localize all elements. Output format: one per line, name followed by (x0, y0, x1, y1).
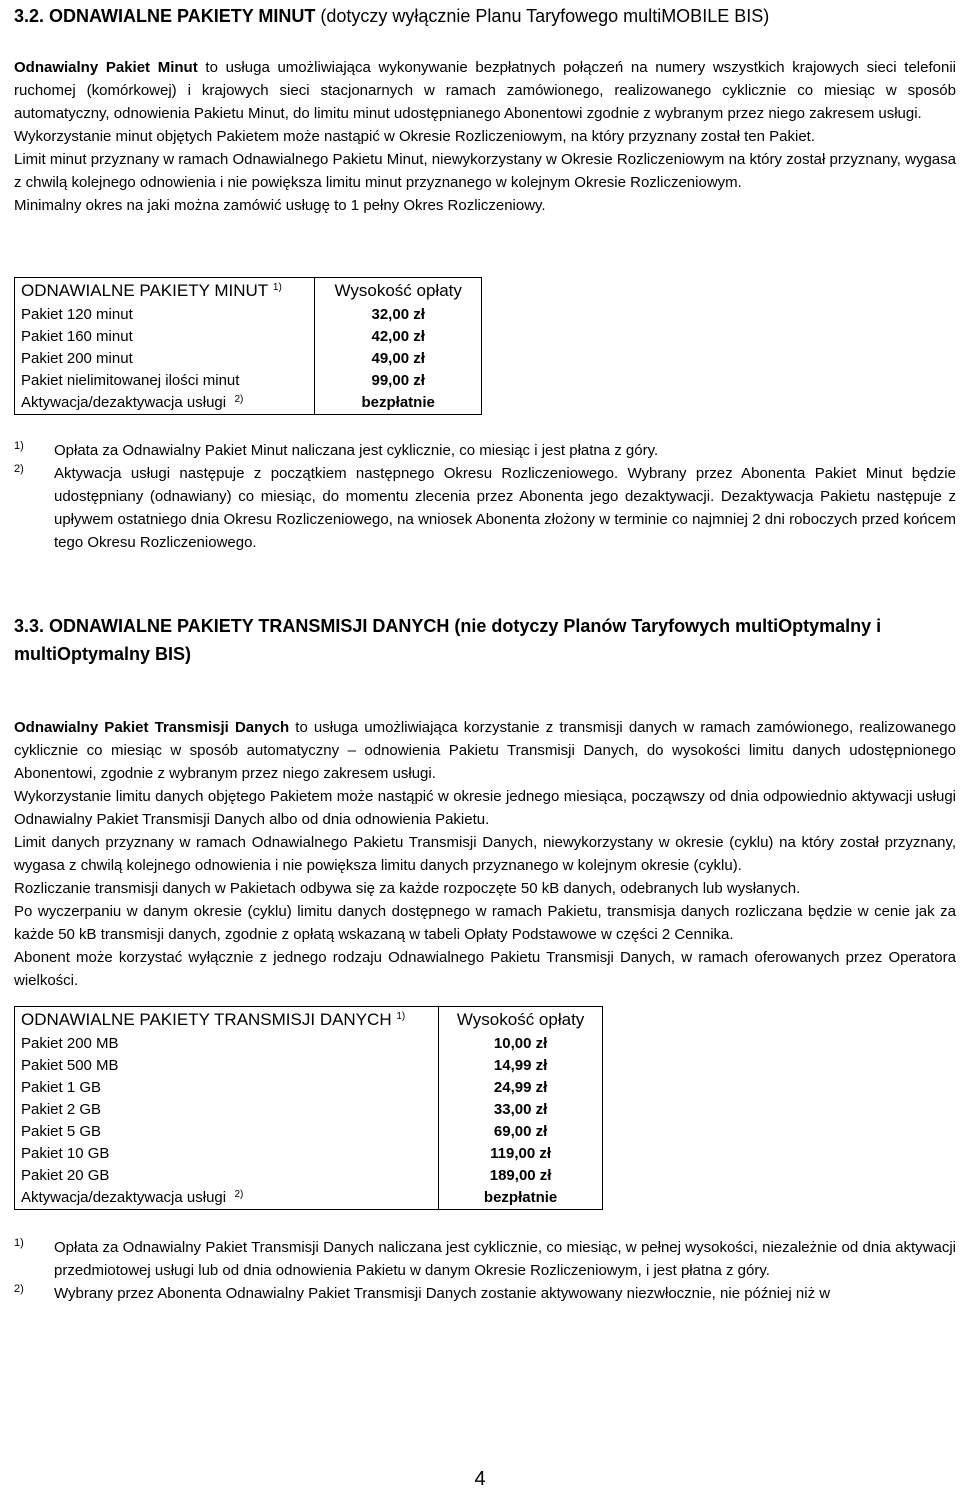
section-33-paragraph-4: Rozliczanie transmisji danych w Pakietach odbywa się za każde rozpoczęte 50 kB danych, odebranych lub wysłanych. (14, 880, 801, 897)
section-33-heading: 3.3. ODNAWIALNE PAKIETY TRANSMISJI DANYCH (nie dotyczy Planów Taryfowych multiOptymalny i multiOptymalny BIS) (14, 616, 882, 664)
section-33-paragraph-6: Abonent może korzystać wyłącznie z jednego rodzaju Odnawialnego Pakietu Transmisji Danych, w ramach oferowanych przez Operatora wielkości. (14, 949, 956, 989)
table-row (15, 1077, 603, 1099)
section-32-footnotes (14, 439, 956, 554)
table-row (15, 1099, 603, 1121)
footnote-marker: 2) (14, 463, 24, 475)
table-row (15, 1143, 603, 1165)
table-row (15, 392, 482, 415)
package-fee-cell: 189,00 zł (439, 1165, 603, 1187)
section-33-paragraph-5: Po wyczerpaniu w danym okresie (cyklu) limitu danych dostępnego w ramach Pakietu, transmisja danych rozliczana będzie w cenie jak za każde 50 kB transmisji danych, zgodnie z opłatą wskazaną w tabeli Opłaty Podstawowe w części 2 Cennika. (14, 903, 956, 943)
table-row (15, 1055, 603, 1077)
section-32-paragraph-4: Minimalny okres na jaki można zamówić usługę to 1 pełny Okres Rozliczeniowy. (14, 197, 546, 214)
package-name-cell: Aktywacja/dezaktywacja usługi $^{2)}$ (15, 392, 315, 415)
package-name-cell: Pakiet 200 minut (15, 348, 315, 370)
package-fee-cell: 49,00 zł (315, 348, 482, 370)
package-fee-cell: 14,99 zł (439, 1055, 603, 1077)
package-fee-cell: 10,00 zł (439, 1033, 603, 1055)
table-header-package: ODNAWIALNE PAKIETY MINUT $^{1)}$ (15, 278, 315, 305)
package-fee-cell: 119,00 zł (439, 1143, 603, 1165)
section-33-paragraph-3: Limit danych przyznany w ramach Odnawialnego Pakietu Transmisji Danych, niewykorzystany w okresie (cyklu) na który został przyznany, wygasa z chwilą kolejnego odnowienia i nie powiększa limitu danych przyznanego w kolejnym okresie (cyklu). (14, 834, 956, 874)
table-row (15, 1187, 603, 1210)
section-32-definition: to usługa umożliwiająca wykonywanie bezpłatnych połączeń na numery wszystkich krajowych sieci telefonii ruchomej (komórkowej) i krajowych sieci stacjonarnych w ramach zamówionego, realizowanego cyklicznie co miesiąc w sposób automatyczny, odnowienia Pakietu Minut, do limitu minut udostępnianego Abonentowi zgodnie z wybranym przez niego zakresem usługi. (14, 59, 956, 122)
package-fee-cell: bezpłatnie (439, 1187, 603, 1210)
footnote-text: Opłata za Odnawialny Pakiet Minut naliczana jest cyklicznie, co miesiąc i jest płatna z góry. (54, 442, 659, 459)
page-number: 4 (474, 1468, 486, 1490)
section-33-paragraph-1 (14, 716, 956, 785)
table-row (15, 1033, 603, 1055)
package-name-cell: Pakiet 1 GB (15, 1077, 439, 1099)
package-fee-cell: bezpłatnie (315, 392, 482, 415)
table-row (15, 304, 482, 326)
section-32-paragraph-2: Wykorzystanie minut objętych Pakietem może nastąpić w Okresie Rozliczeniowym, na który przyznany został ten Pakiet. (14, 128, 816, 145)
section-33-footnotes (14, 1236, 956, 1305)
table-header-fee: Wysokość opłaty (315, 278, 482, 305)
section-33-definition: to usługa umożliwiająca korzystanie z transmisji danych w ramach zamówionego, realizowanego cyklicznie co miesiąc w sposób automatyczny – odnowienia Pakietu Transmisji Danych, do wysokości limitu danych udostępnionego Abonentowi, zgodnie z wybranym przez niego zakresem usługi. (14, 719, 956, 782)
package-name-cell: Pakiet 200 MB (15, 1033, 439, 1055)
package-name-cell: Pakiet 160 minut (15, 326, 315, 348)
package-fee-cell: 42,00 zł (315, 326, 482, 348)
package-name-cell: Pakiet 10 GB (15, 1143, 439, 1165)
package-name-cell: Pakiet 20 GB (15, 1165, 439, 1187)
section-32-title: 3.2. ODNAWIALNE PAKIETY MINUT (14, 6, 316, 26)
footnote-text: Aktywacja usługi następuje z początkiem następnego Okresu Rozliczeniowego. Wybrany przez Abonenta Pakiet Minut będzie udostępniany (odnawiany) co miesiąc, do momentu zlecenia przez Abonenta jego dezaktywacji. Dezaktywacja Pakietu następuje z upływem ostatniego dnia Okresu Rozliczeniowego, na wniosek Abonenta złożony w terminie co najmniej 2 dni roboczych przed końcem tego Okresu Rozliczeniowego. (54, 465, 956, 551)
section-32-title-scope: (dotyczy wyłącznie Planu Taryfowego multiMOBILE BIS) (320, 6, 770, 26)
footnote-marker: 1) (14, 1237, 24, 1249)
document-page (14, 0, 956, 1305)
footnote (14, 439, 956, 462)
section-32-paragraph-1 (14, 56, 956, 125)
footnote-marker: 2) (14, 1283, 24, 1295)
package-fee-cell: 24,99 zł (439, 1077, 603, 1099)
section-32-heading (14, 4, 956, 29)
minutes-price-table (14, 277, 482, 415)
package-fee-cell: 32,00 zł (315, 304, 482, 326)
package-name-cell: Pakiet 500 MB (15, 1055, 439, 1077)
footnote-marker: 1) (14, 440, 24, 452)
table-row (15, 1121, 603, 1143)
section-33-paragraph-2: Wykorzystanie limitu danych objętego Pakietem może nastąpić w okresie jednego miesiąca, począwszy od dnia odpowiednio aktywacji usługi Odnawialny Pakiet Transmisji Danych albo od dnia odnowienia Pakietu. (14, 788, 956, 828)
table-header-row (15, 278, 482, 305)
package-name-cell: Pakiet 5 GB (15, 1121, 439, 1143)
table-row (15, 1165, 603, 1187)
package-name-cell: Pakiet nielimitowanej ilości minut (15, 370, 315, 392)
package-fee-cell: 33,00 zł (439, 1099, 603, 1121)
table-row (15, 326, 482, 348)
section-32-term: Odnawialny Pakiet Minut (14, 59, 198, 76)
package-name-cell: Aktywacja/dezaktywacja usługi $^{2)}$ (15, 1187, 439, 1210)
package-fee-cell: 69,00 zł (439, 1121, 603, 1143)
package-fee-cell: 99,00 zł (315, 370, 482, 392)
section-33-term: Odnawialny Pakiet Transmisji Danych (14, 719, 290, 736)
table-row (15, 348, 482, 370)
footnote-text: Opłata za Odnawialny Pakiet Transmisji Danych naliczana jest cyklicznie, co miesiąc, w pełnej wysokości, niezależnie od dnia aktywacji przedmiotowej usługi lub od dnia odnowienia Pakietu w danym Okresie Rozliczeniowym, i jest płatna z góry. (54, 1239, 956, 1279)
footnote (14, 1236, 956, 1282)
table-header-row (15, 1007, 603, 1034)
table-header-fee: Wysokość opłaty (439, 1007, 603, 1034)
section-32-paragraph-3: Limit minut przyznany w ramach Odnawialnego Pakietu Minut, niewykorzystany w Okresie Rozliczeniowym na który został przyznany, wygasa z chwilą kolejnego odnowienia i nie powiększa limitu minut przyznanego w kolejnym Okresie Rozliczeniowym. (14, 151, 956, 191)
table-header-package: ODNAWIALNE PAKIETY TRANSMISJI DANYCH $^{1)}$ (15, 1007, 439, 1034)
footnote-text: Wybrany przez Abonenta Odnawialny Pakiet Transmisji Danych zostanie aktywowany niezwłocznie, nie później niż w (54, 1285, 831, 1302)
table-row (15, 370, 482, 392)
data-price-table (14, 1006, 603, 1210)
footnote (14, 462, 956, 554)
package-name-cell: Pakiet 120 minut (15, 304, 315, 326)
package-name-cell: Pakiet 2 GB (15, 1099, 439, 1121)
footnote (14, 1282, 956, 1305)
